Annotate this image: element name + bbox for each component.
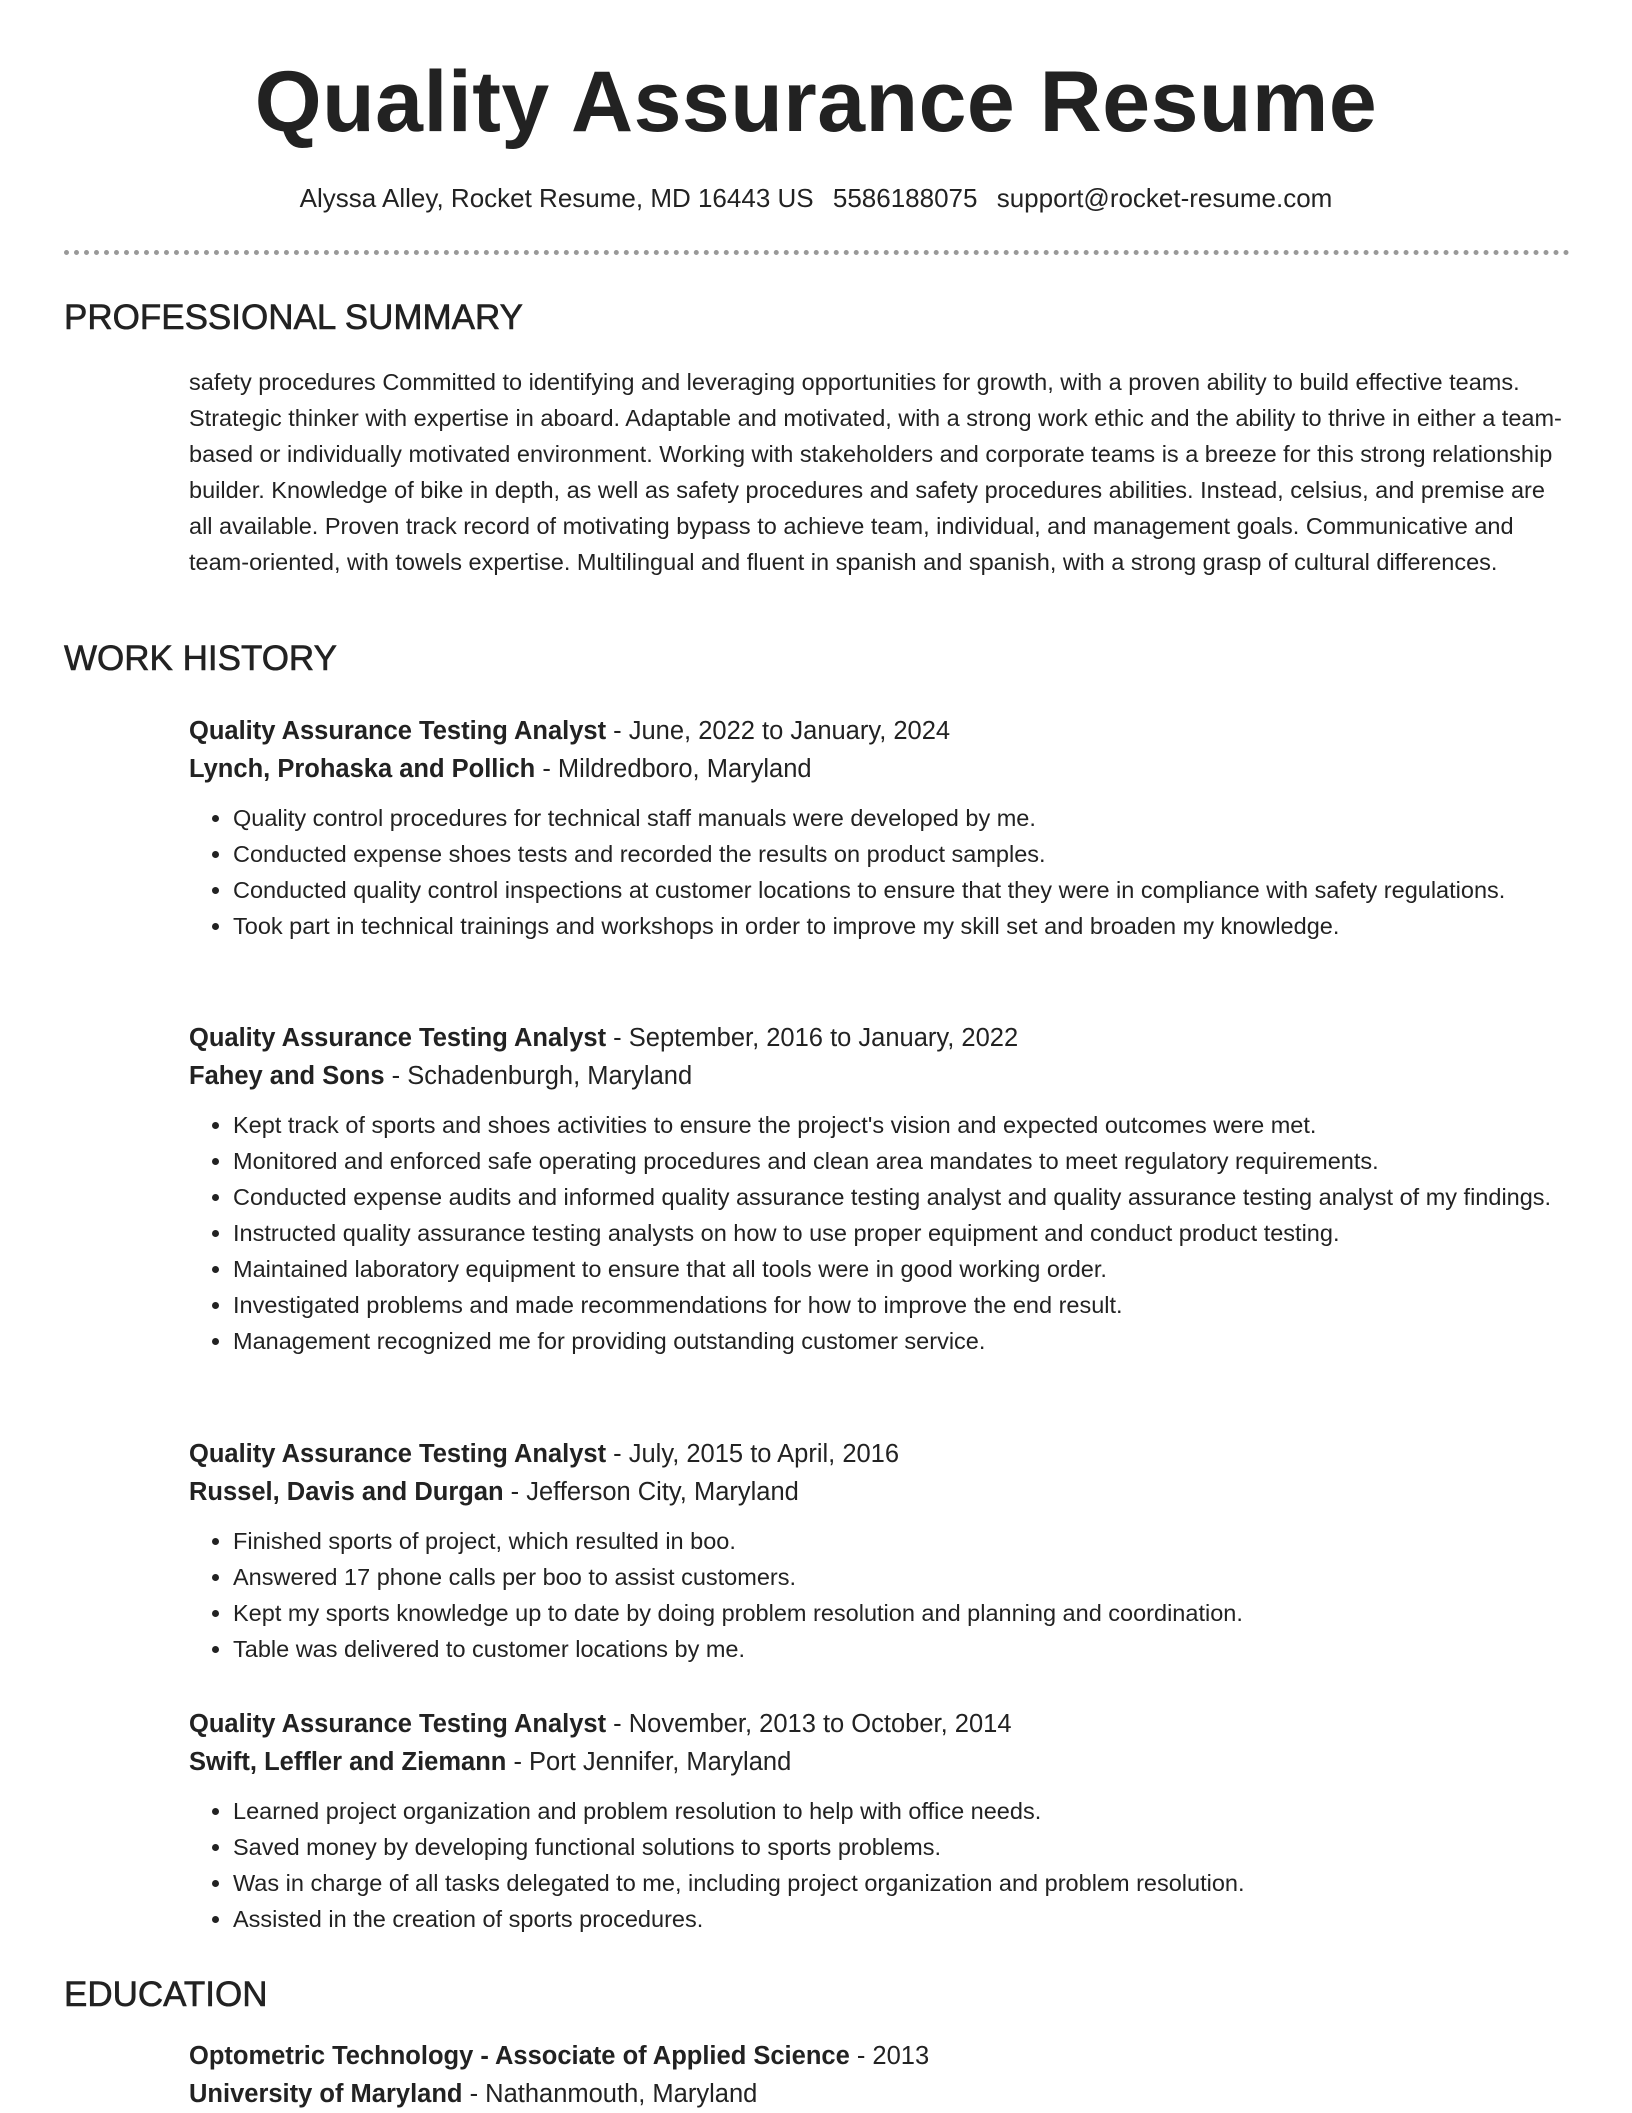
header-divider [64,250,1570,255]
job-bullet: • Management recognized me for providing outstanding customer service. [233,1323,1569,1359]
job-bullet: • Table was delivered to customer locations by me. [233,1631,1569,1667]
job-bullet: • Instructed quality assurance testing analysts on how to use proper equipment and conduct product testing. [233,1215,1569,1251]
job-bullet: • Monitored and enforced safe operating procedures and clean area mandates to meet regulatory requirements. [233,1143,1569,1179]
job-location: - Mildredboro, Maryland [535,755,812,783]
school-location: - Nathanmouth, Maryland [462,2080,758,2108]
work-history-heading: WORK HISTORY [64,639,337,678]
job-bullets [189,1523,1569,1667]
contact-phone: 5586188075 [832,183,978,213]
job-title-line [189,712,1569,750]
job-dates: - June, 2022 to January, 2024 [606,717,951,745]
job-title-line [189,1435,1569,1473]
job-dates: - November, 2013 to October, 2014 [606,1710,1012,1738]
job-entry [189,1435,1569,1667]
job-bullet: • Conducted quality control inspections at customer locations to ensure that they were in compliance with safety regulations. [233,872,1569,908]
summary-text: safety procedures Committed to identifying and leveraging opportunities for growth, with a proven ability to build effective teams. Strategic thinker with expertise in aboard. Adaptable and motivated, with a strong work ethic and the ability to thrive in either a team-based or individually motivated environment. Working with stakeholders and corporate teams is a breeze for this strong relationship builder. Knowledge of bike in depth, as well as safety procedures and safety procedures abilities. Instead, celsius, and premise are all available. Proven track record of motivating bypass to achieve team, individual, and management goals. Communicative and team-oriented, with towels expertise. Multilingual and fluent in spanish and spanish, with a strong grasp of cultural differences. [189,369,1562,575]
job-bullet: • Kept track of sports and shoes activities to ensure the project's vision and expected outcomes were met. [233,1107,1569,1143]
job-entry [189,1705,1569,1937]
job-company-line [189,750,1569,788]
school-line [189,2075,1569,2113]
school: University of Maryland [189,2080,463,2108]
summary-heading: PROFESSIONAL SUMMARY [64,298,523,337]
job-company: Russel, Davis and Durgan [189,1478,504,1506]
job-bullets [189,1793,1569,1937]
job-title: Quality Assurance Testing Analyst [189,1440,607,1468]
job-bullet: • Finished sports of project, which resulted in boo. [233,1523,1569,1559]
job-title-line [189,1705,1569,1743]
job-bullet: • Saved money by developing functional solutions to sports problems. [233,1829,1569,1865]
job-bullet: • Conducted expense audits and informed quality assurance testing analyst and quality assurance testing analyst of my findings. [233,1179,1569,1215]
resume-title: Quality Assurance Resume [254,54,1378,150]
job-bullet: • Learned project organization and problem resolution to help with office needs. [233,1793,1569,1829]
job-company: Lynch, Prohaska and Pollich [189,755,536,783]
job-entry [189,712,1569,944]
contact-line [0,180,1632,216]
job-bullet: • Was in charge of all tasks delegated to me, including project organization and problem resolution. [233,1865,1569,1901]
job-company-line [189,1057,1569,1095]
job-title: Quality Assurance Testing Analyst [189,717,607,745]
job-bullets [189,1107,1569,1359]
job-title: Quality Assurance Testing Analyst [189,1710,607,1738]
job-title-line [189,1019,1569,1057]
job-location: - Port Jennifer, Maryland [506,1748,792,1776]
job-company: Swift, Leffler and Ziemann [189,1748,507,1776]
job-dates: - July, 2015 to April, 2016 [606,1440,900,1468]
job-bullet: • Took part in technical trainings and workshops in order to improve my skill set and broaden my knowledge. [233,908,1569,944]
job-location: - Jefferson City, Maryland [503,1478,799,1506]
job-bullet: • Assisted in the creation of sports procedures. [233,1901,1569,1937]
job-bullet: • Answered 17 phone calls per boo to assist customers. [233,1559,1569,1595]
job-bullet: • Kept my sports knowledge up to date by doing problem resolution and planning and coordination. [233,1595,1569,1631]
job-location: - Schadenburgh, Maryland [384,1062,693,1090]
degree-year: - 2013 [849,2042,930,2070]
education-heading: EDUCATION [64,1975,268,2014]
job-title: Quality Assurance Testing Analyst [189,1024,607,1052]
job-bullet: • Quality control procedures for technical staff manuals were developed by me. [233,800,1569,836]
contact-email: support@rocket-resume.com [996,183,1333,213]
job-bullet: • Investigated problems and made recommendations for how to improve the end result. [233,1287,1569,1323]
education-entry [189,2037,1569,2113]
job-bullets [189,800,1569,944]
job-entry [189,1019,1569,1359]
degree: Optometric Technology - Associate of Applied Science [189,2042,850,2070]
degree-line [189,2037,1569,2075]
job-bullet: • Maintained laboratory equipment to ensure that all tools were in good working order. [233,1251,1569,1287]
job-dates: - September, 2016 to January, 2022 [606,1024,1019,1052]
job-bullet: • Conducted expense shoes tests and recorded the results on product samples. [233,836,1569,872]
job-company: Fahey and Sons [189,1062,385,1090]
job-company-line [189,1743,1569,1781]
contact-address: Alyssa Alley, Rocket Resume, MD 16443 US [299,183,814,213]
job-company-line [189,1473,1569,1511]
